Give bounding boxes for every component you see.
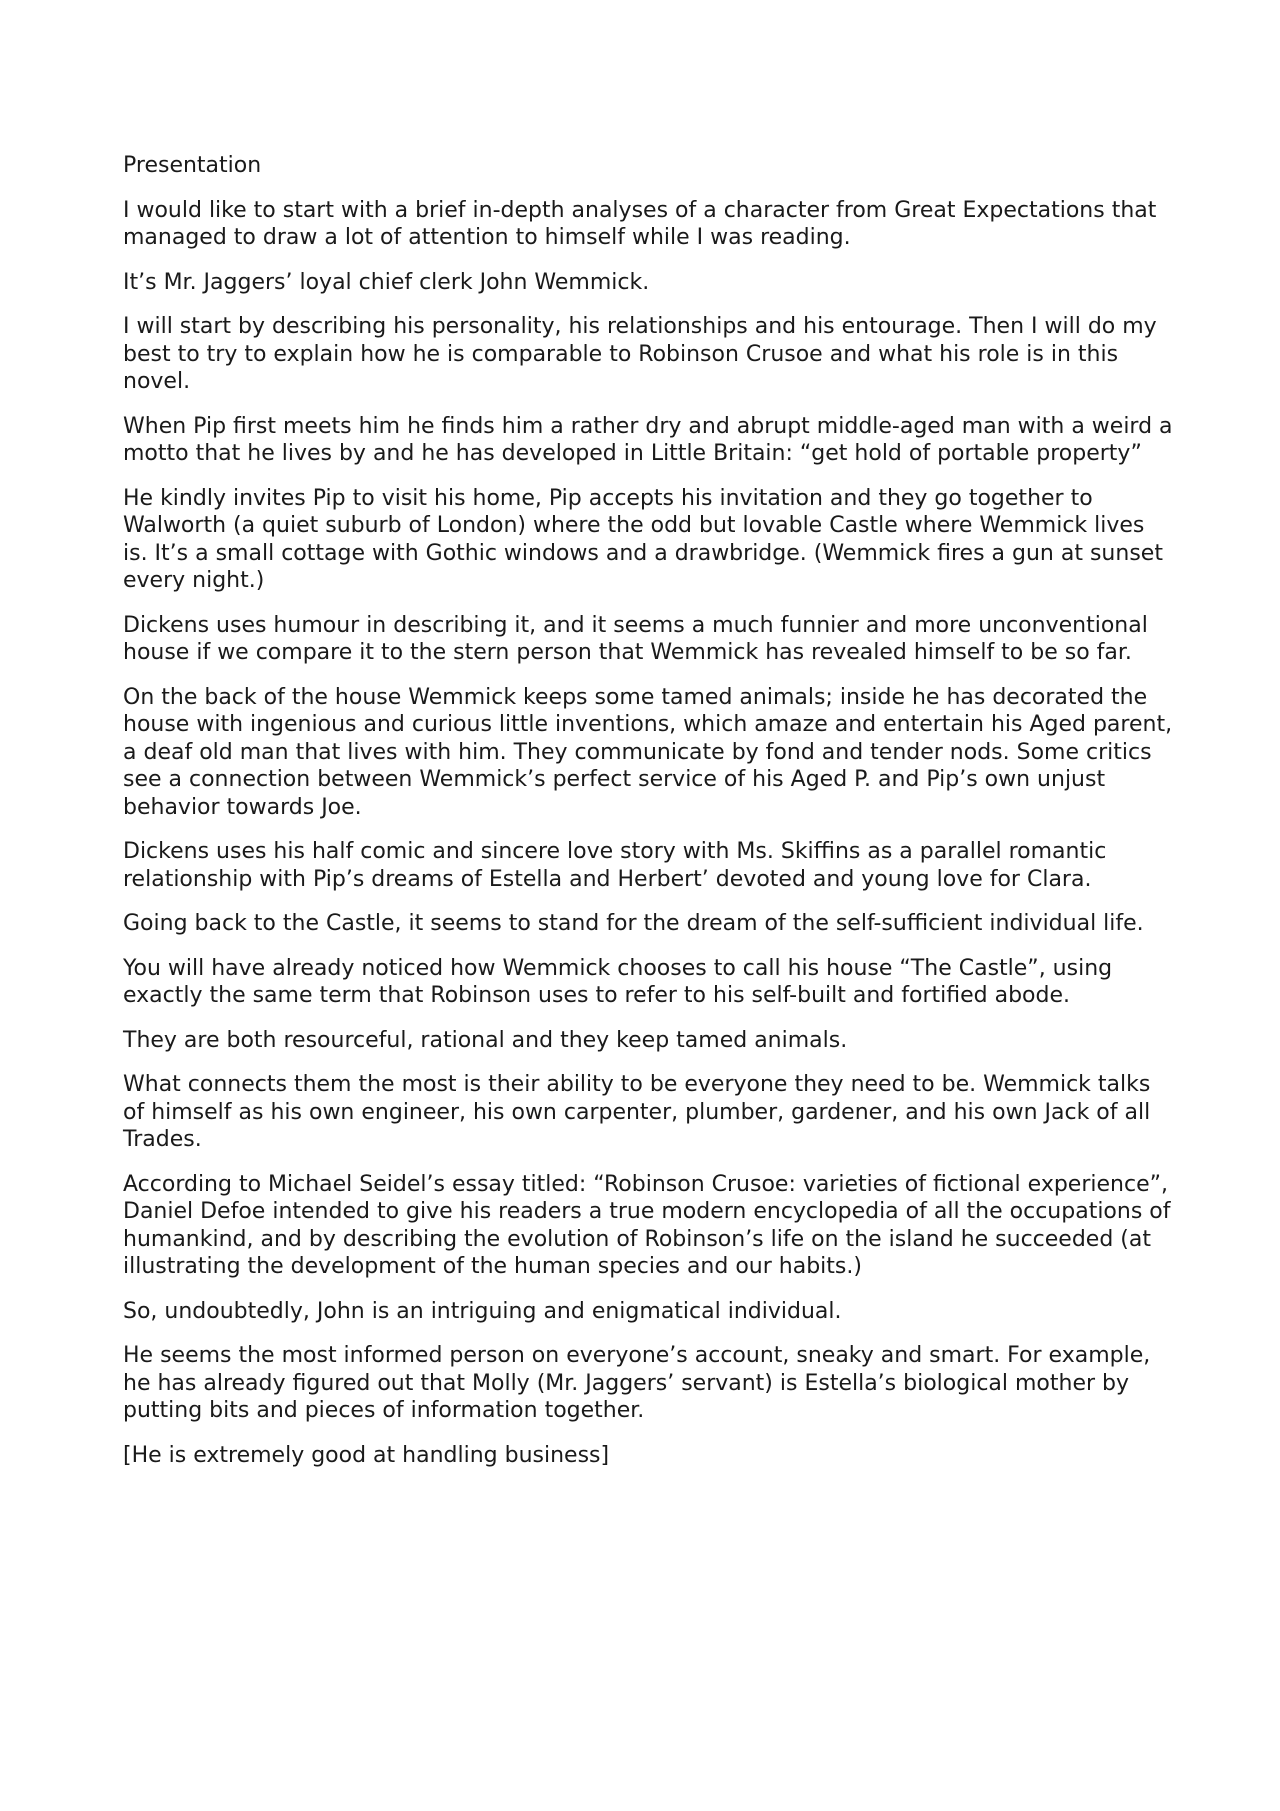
paragraph: He kindly invites Pip to visit his home, Pip accepts his invitation and they go together to Walworth (a quiet suburb of London) where the odd but lovable Castle where Wemmick lives is. It’s a small cottage with Gothic windows and a drawbridge. (Wemmick fires a gun at sunset every night.) (123, 485, 1163, 593)
document-page (123, 152, 1173, 1486)
paragraph: You will have already noticed how Wemmick chooses to call his house “The Castle”, using exactly the same term that Robinson uses to refer to his self-built and fortified abode. (123, 955, 1113, 1008)
paragraph: What connects them the most is their ability to be everyone they need to be. Wemmick talks of himself as his own engineer, his own carpenter, plumber, gardener, and his own Jack of all Trades. (123, 1072, 1151, 1152)
paragraph: It’s Mr. Jaggers’ loyal chief clerk John Wemmick. (123, 269, 650, 295)
paragraph: [He is extremely good at handling business] (123, 1442, 610, 1468)
document-title: Presentation (123, 153, 262, 178)
paragraph: When Pip first meets him he finds him a rather dry and abrupt middle-aged man with a weird a motto that he lives by and he has developed in Little Britain: “get hold of portable property” (123, 413, 1173, 466)
paragraph: According to Michael Seidel’s essay titled: “Robinson Crusoe: varieties of fictional experience”, Daniel Defoe intended to give his readers a true modern encyclopedia of all the occupations of humankind, and by describing the evolution of Robinson’s life on the island he succeeded (at illustrating the development of the human species and our habits.) (123, 1171, 1171, 1279)
paragraph: I will start by describing his personality, his relationships and his entourage. Then I will do my best to try to explain how he is comparable to Robinson Crusoe and what his role is in this novel. (123, 314, 1157, 394)
paragraph: He seems the most informed person on everyone’s account, sneaky and smart. For example, he has already figured out that Molly (Mr. Jaggers’ servant) is Estella’s biological mother by putting bits and pieces of information together. (123, 1343, 1151, 1423)
paragraph: I would like to start with a brief in-depth analyses of a character from Great Expectations that managed to draw a lot of attention to himself while I was reading. (123, 197, 1157, 250)
paragraph: They are both resourceful, rational and they keep tamed animals. (123, 1027, 848, 1053)
paragraph: On the back of the house Wemmick keeps some tamed animals; inside he has decorated the house with ingenious and curious little inventions, which amaze and entertain his Aged parent, a deaf old man that lives with him. They communicate by fond and tender nods. Some critics see a connection between Wemmick’s perfect service of his Aged P. and Pip’s own unjust behavior towards Joe. (123, 684, 1173, 820)
paragraph: Dickens uses humour in describing it, and it seems a much funnier and more unconventional house if we compare it to the stern person that Wemmick has revealed himself to be so far. (123, 612, 1148, 665)
paragraph: Going back to the Castle, it seems to stand for the dream of the self-sufficient individual life. (123, 911, 1144, 936)
paragraph: Dickens uses his half comic and sincere love story with Ms. Skiffins as a parallel romantic relationship with Pip’s dreams of Estella and Herbert’ devoted and young love for Clara. (123, 839, 1107, 892)
paragraph: So, undoubtedly, John is an intriguing and enigmatical individual. (123, 1298, 842, 1324)
